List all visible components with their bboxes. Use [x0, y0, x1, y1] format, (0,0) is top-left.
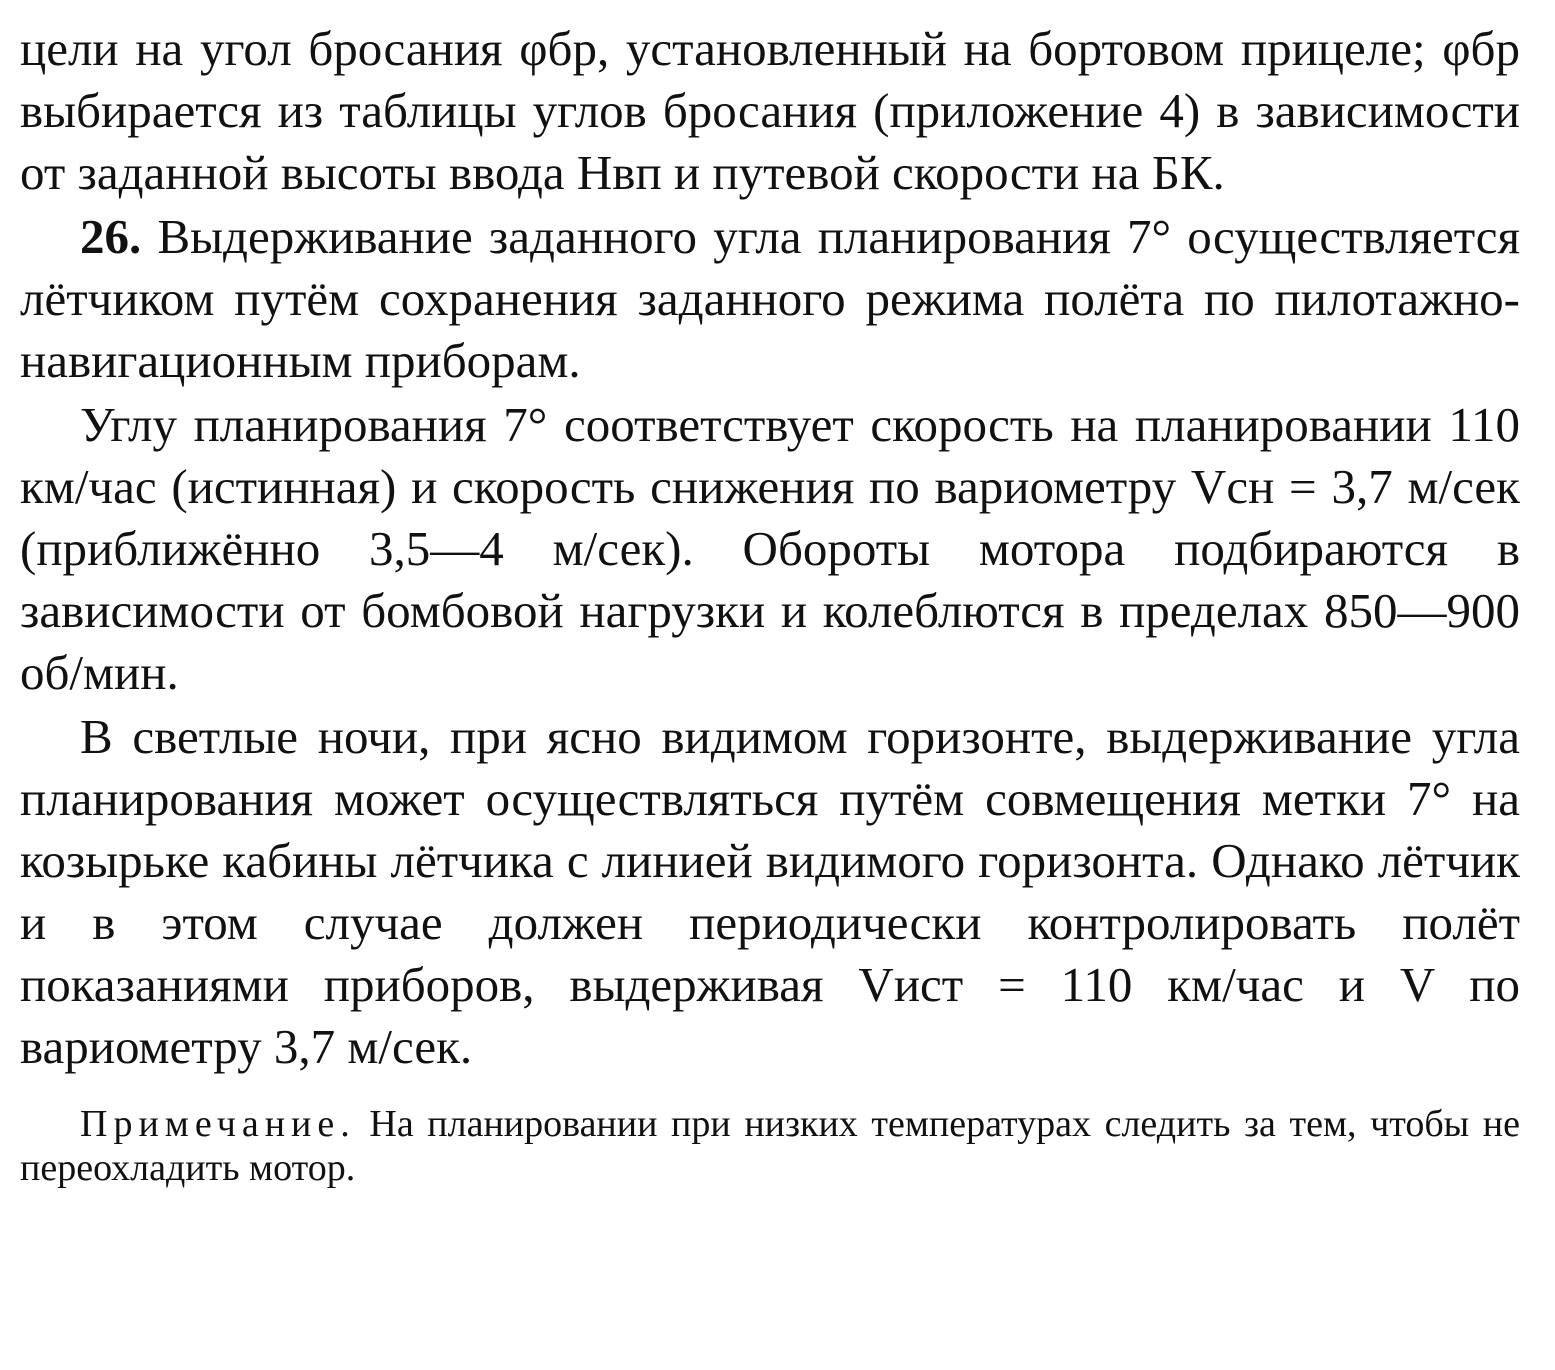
- footnote: [20, 1102, 1520, 1190]
- note-text: На планировании при низких температурах следить за тем, чтобы не переохладить мотор.: [20, 1103, 1521, 1189]
- paragraph-intro: цели на угол бросания φбр, установленный на бортовом прицеле; φбр выбирается из таблицы углов бросания (приложение 4) в зависимости от заданной высоты ввода Hвп и путевой скорости на БК.: [20, 21, 1520, 200]
- paragraph-glide-angle: Углу планирования 7° соответствует скорость на планировании 110 км/час (истинная) и скорость снижения по вариометру Vсн = 3,7 м/сек (приближённо 3,5—4 м/сек). Обороты мотора подбираются в зависимости от бомбовой нагрузки и колеблются в пределах 850—900 об/мин.: [20, 397, 1520, 700]
- document-page: [20, 18, 1520, 1228]
- paragraph-bright-nights: В светлые ночи, при ясно видимом горизонте, выдерживание угла планирования может осуществляться путём совмещения метки 7° на козырьке кабины лётчика с линией видимого горизонта. Однако лётчик и в этом случае должен периодически контролировать полёт показаниями приборов, выдерживая Vист = 110 км/час и V по вариометру 3,7 м/сек.: [20, 709, 1520, 1074]
- paragraph-number: 26.: [80, 209, 142, 264]
- paragraph-26-text: Выдерживание заданного угла планирования 7° осуществляется лётчиком путём сохранения заданного режима полёта по пилотажно-навигационным приборам.: [20, 209, 1521, 388]
- note-label: Примечание.: [80, 1103, 356, 1145]
- paragraph-26: [20, 206, 1520, 392]
